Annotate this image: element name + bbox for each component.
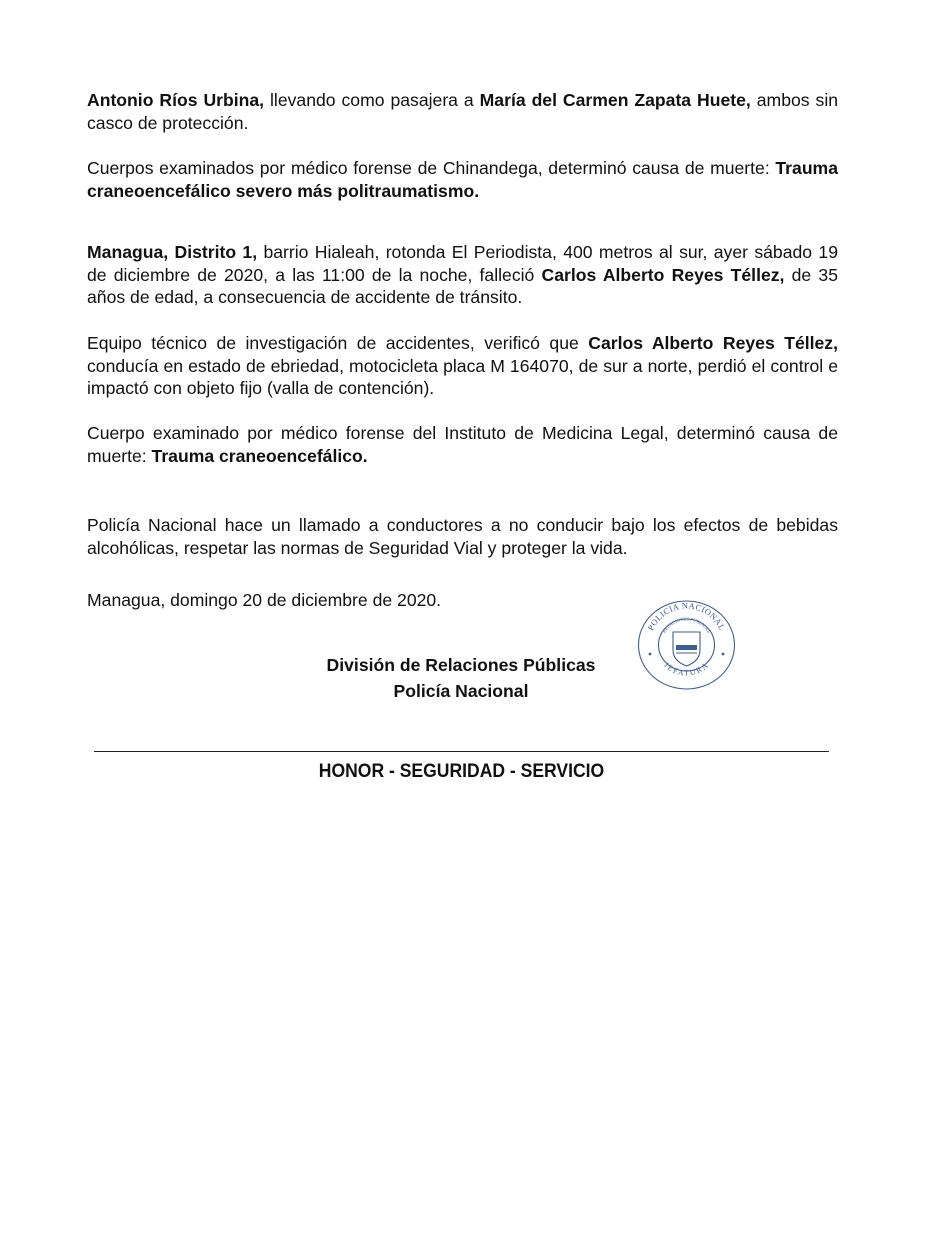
paragraph-6 <box>87 514 838 559</box>
text-run: Equipo técnico de investigación de accidentes, verificó que <box>87 333 589 353</box>
bold-text: Carlos Alberto Reyes Téllez, <box>541 264 785 285</box>
paragraph-4 <box>87 332 838 400</box>
text-run: Cuerpo examinado por médico forense del Instituto de Medicina Legal, determinó causa de muerte: <box>87 423 838 466</box>
bold-text: María del Carmen Zapata Huete, <box>479 90 751 110</box>
text-run: ambos sin casco de protección. <box>87 90 839 133</box>
footer-motto: HONOR - SEGURIDAD - SERVICIO <box>318 760 605 782</box>
bold-text: Antonio Ríos Urbina, <box>87 90 265 110</box>
text-run: Cuerpos examinados por médico forense de Chinandega, determinó causa de muerte: <box>87 158 776 178</box>
paragraph-1 <box>87 89 838 134</box>
text-run: Policía Nacional hace un llamado a conductores a no conducir bajo los efectos de bebidas alcohólicas, respetar las normas de Seguridad Vial y proteger la vida. <box>87 515 838 558</box>
bold-text: Managua, Distrito 1, <box>87 242 258 262</box>
seal-bottom-text: JEFATURA <box>662 660 711 678</box>
seal-inner-text: RELACIONES PUBLICAS <box>661 616 712 634</box>
bold-text: Carlos Alberto Reyes Téllez, <box>588 333 838 353</box>
signature-division: División de Relaciones Públicas <box>326 655 596 675</box>
paragraph-3 <box>87 241 838 309</box>
svg-text:POLICIA NACIONAL <box>645 600 727 632</box>
seal-top-text: POLICIA NACIONAL <box>645 600 728 633</box>
text-run: Managua, domingo 20 de diciembre de 2020. <box>87 590 442 610</box>
text-run: llevando como pasajera a <box>264 90 480 110</box>
footer-divider <box>94 751 829 752</box>
paragraph-5 <box>87 422 838 467</box>
bold-text: Trauma craneoencefálico severo más politraumatismo. <box>87 158 838 201</box>
signature-institution: Policía Nacional <box>393 681 529 701</box>
text-run: conducía en estado de ebriedad, motocicleta placa M 164070, de sur a norte, perdió el control e impactó con objeto fijo (valla de contención). <box>87 355 838 399</box>
bold-text: Trauma craneoencefálico. <box>151 445 368 466</box>
text-run: barrio Hialeah, rotonda El Periodista, 400 metros al sur, ayer sábado 19 de diciembre de 2020, a las 11:00 de la noche, falleció <box>87 242 838 285</box>
paragraph-2 <box>87 157 838 202</box>
text-run: de 35 años de edad, a consecuencia de accidente de tránsito. <box>87 264 838 308</box>
